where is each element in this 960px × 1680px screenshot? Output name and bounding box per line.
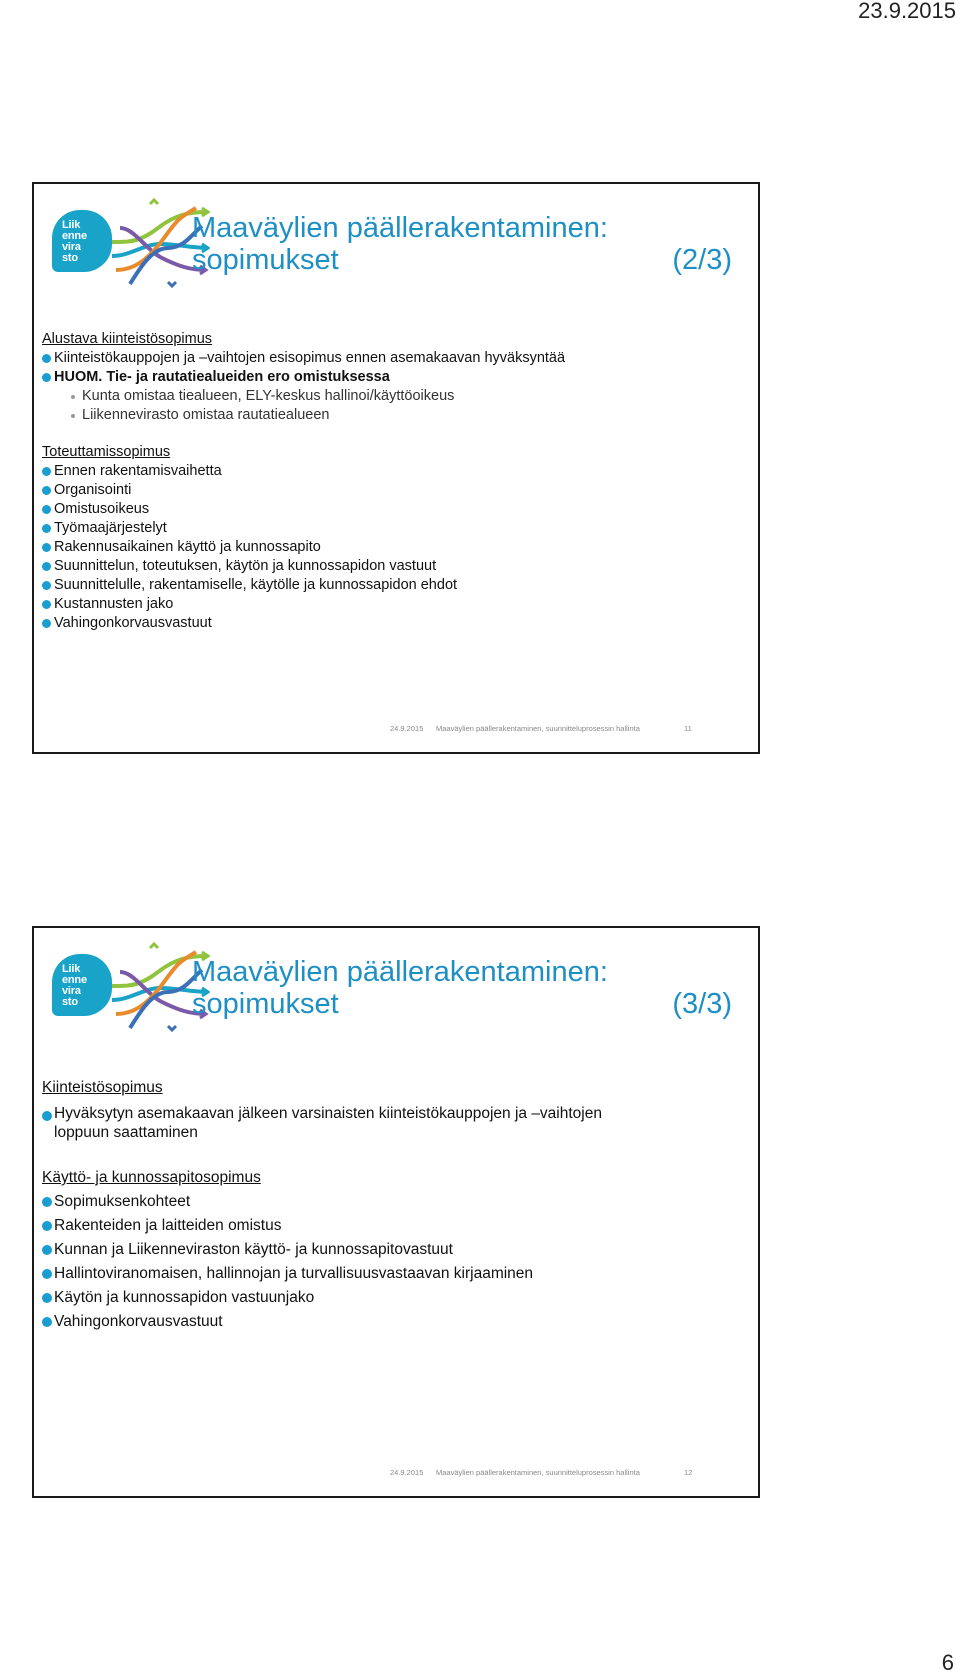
list-item: Kiinteistökauppojen ja –vaihtojen esisopimus ennen asemakaavan hyväksyntää	[42, 349, 565, 368]
footer-slide-number: 11	[684, 724, 692, 733]
title-line-1: Maaväylien päällerakentaminen:	[192, 212, 608, 244]
slide-body	[42, 330, 565, 633]
section-heading: Alustava kiinteistösopimus	[42, 331, 213, 347]
title-line-2: sopimukset	[192, 244, 339, 276]
slide-12	[32, 926, 760, 1498]
footer-date: 24.9.2015	[390, 724, 424, 733]
section-heading: Toteuttamissopimus	[42, 444, 171, 460]
section-heading: Kiinteistösopimus	[42, 1079, 163, 1096]
slide-11	[32, 182, 760, 754]
list-item: Kunnan ja Liikenneviraston käyttö- ja kunnossapitovastuut	[42, 1238, 654, 1262]
page-date: 23.9.2015	[858, 0, 956, 23]
list-item: Organisointi	[42, 481, 565, 500]
list-item: Vahingonkorvausvastuut	[42, 614, 565, 633]
list-item: Ennen rakentamisvaihetta	[42, 462, 565, 481]
slide-counter: (2/3)	[672, 244, 732, 276]
slide-counter: (3/3)	[672, 988, 732, 1020]
page-number: 6	[941, 1650, 954, 1675]
list-item: Työmaajärjestelyt	[42, 519, 565, 538]
slide-title	[192, 956, 732, 1020]
footer-date: 24.9.2015	[390, 1468, 424, 1477]
slide-body	[42, 1076, 654, 1334]
list-item: Suunnittelun, toteutuksen, käytön ja kunnossapidon vastuut	[42, 557, 565, 576]
slide-title	[192, 212, 732, 276]
list-item: Käytön ja kunnossapidon vastuunjako	[42, 1286, 654, 1310]
footer-text: Maaväylien päällerakentaminen, suunnitteluprosessin hallinta	[436, 724, 640, 733]
list-item: Sopimuksenkohteet	[42, 1190, 654, 1214]
footer-slide-number: 12	[684, 1468, 693, 1477]
list-item: Rakennusaikainen käyttö ja kunnossapito	[42, 538, 565, 557]
liikennevirasto-logo	[52, 198, 212, 290]
section-heading: Käyttö- ja kunnossapitosopimus	[42, 1169, 261, 1186]
sub-list-item: Liikennevirasto omistaa rautatiealueen	[42, 406, 565, 425]
sub-list-item: Kunta omistaa tiealueen, ELY-keskus hallinoi/käyttöoikeus	[42, 387, 565, 406]
list-item: Kustannusten jako	[42, 595, 565, 614]
list-item: HUOM. Tie- ja rautatiealueiden ero omistuksessa	[42, 368, 565, 387]
logo-text: Liik enne vira sto	[62, 219, 87, 264]
title-line-2: sopimukset	[192, 988, 339, 1020]
footer-text: Maaväylien päällerakentaminen, suunnitteluprosessin hallinta	[436, 1468, 640, 1477]
list-item: Suunnittelulle, rakentamiselle, käytölle ja kunnossapidon ehdot	[42, 576, 565, 595]
list-item: Omistusoikeus	[42, 500, 565, 519]
title-line-1: Maaväylien päällerakentaminen:	[192, 956, 608, 988]
list-item: Hallintoviranomaisen, hallinnojan ja turvallisuusvastaavan kirjaaminen	[42, 1262, 654, 1286]
logo-text: Liik enne vira sto	[62, 963, 87, 1008]
list-item: Hyväksytyn asemakaavan jälkeen varsinaisten kiinteistökauppojen ja –vaihtojen loppuun saattaminen	[42, 1104, 654, 1142]
list-item: Rakenteiden ja laitteiden omistus	[42, 1214, 654, 1238]
liikennevirasto-logo	[52, 942, 212, 1034]
list-item: Vahingonkorvausvastuut	[42, 1310, 654, 1334]
